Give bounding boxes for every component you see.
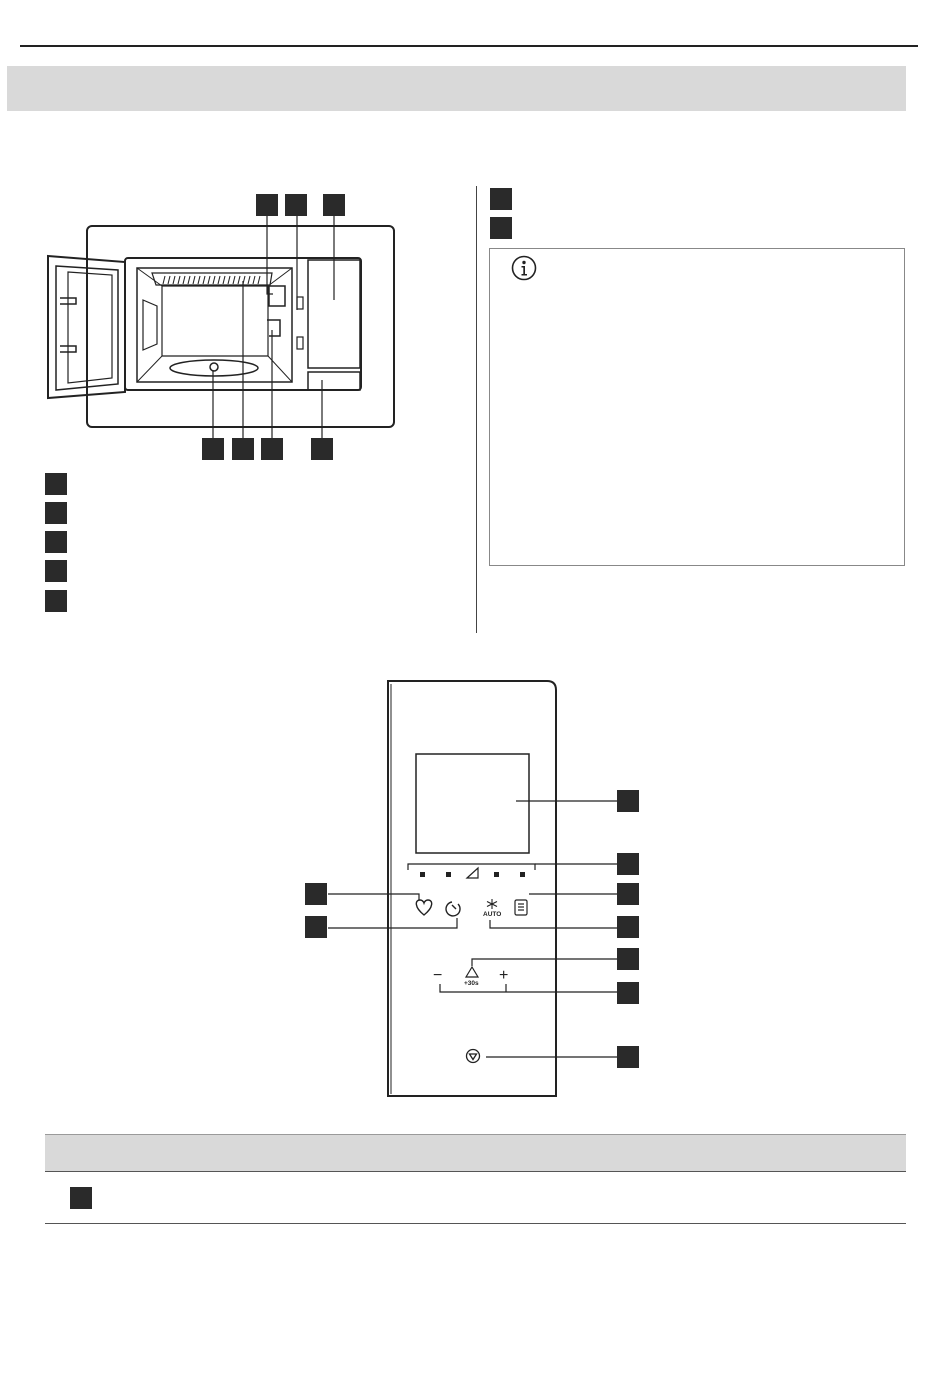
indicator-dot — [420, 872, 425, 877]
callout-marker — [617, 883, 639, 905]
minus-icon: − — [433, 967, 443, 984]
heart-icon — [416, 900, 431, 915]
table-row-divider — [45, 1223, 906, 1224]
indicator-dot — [494, 872, 499, 877]
menu-list-icon — [515, 900, 527, 915]
auto-label: AUTO — [483, 911, 502, 918]
callout-marker — [617, 916, 639, 938]
callout-marker — [617, 982, 639, 1004]
stop-icon — [467, 1050, 480, 1063]
plus30-label: +30s — [464, 980, 479, 987]
defrost-auto-icon — [487, 899, 497, 909]
callout-marker — [617, 853, 639, 875]
callout-marker — [305, 916, 327, 938]
indicator-dot — [520, 872, 525, 877]
timer-icon — [446, 902, 460, 916]
callout-marker — [617, 948, 639, 970]
indicator-dot — [446, 872, 451, 877]
table-row-marker — [70, 1187, 92, 1209]
plus-icon: + — [499, 967, 509, 984]
table-header — [45, 1134, 906, 1172]
power-level-indicator — [467, 868, 478, 878]
panel-outline — [388, 681, 556, 1096]
start-plus-30s-icon — [466, 967, 478, 977]
callout-marker — [617, 1046, 639, 1068]
display — [416, 754, 529, 853]
callout-marker — [617, 790, 639, 812]
callout-marker — [305, 883, 327, 905]
